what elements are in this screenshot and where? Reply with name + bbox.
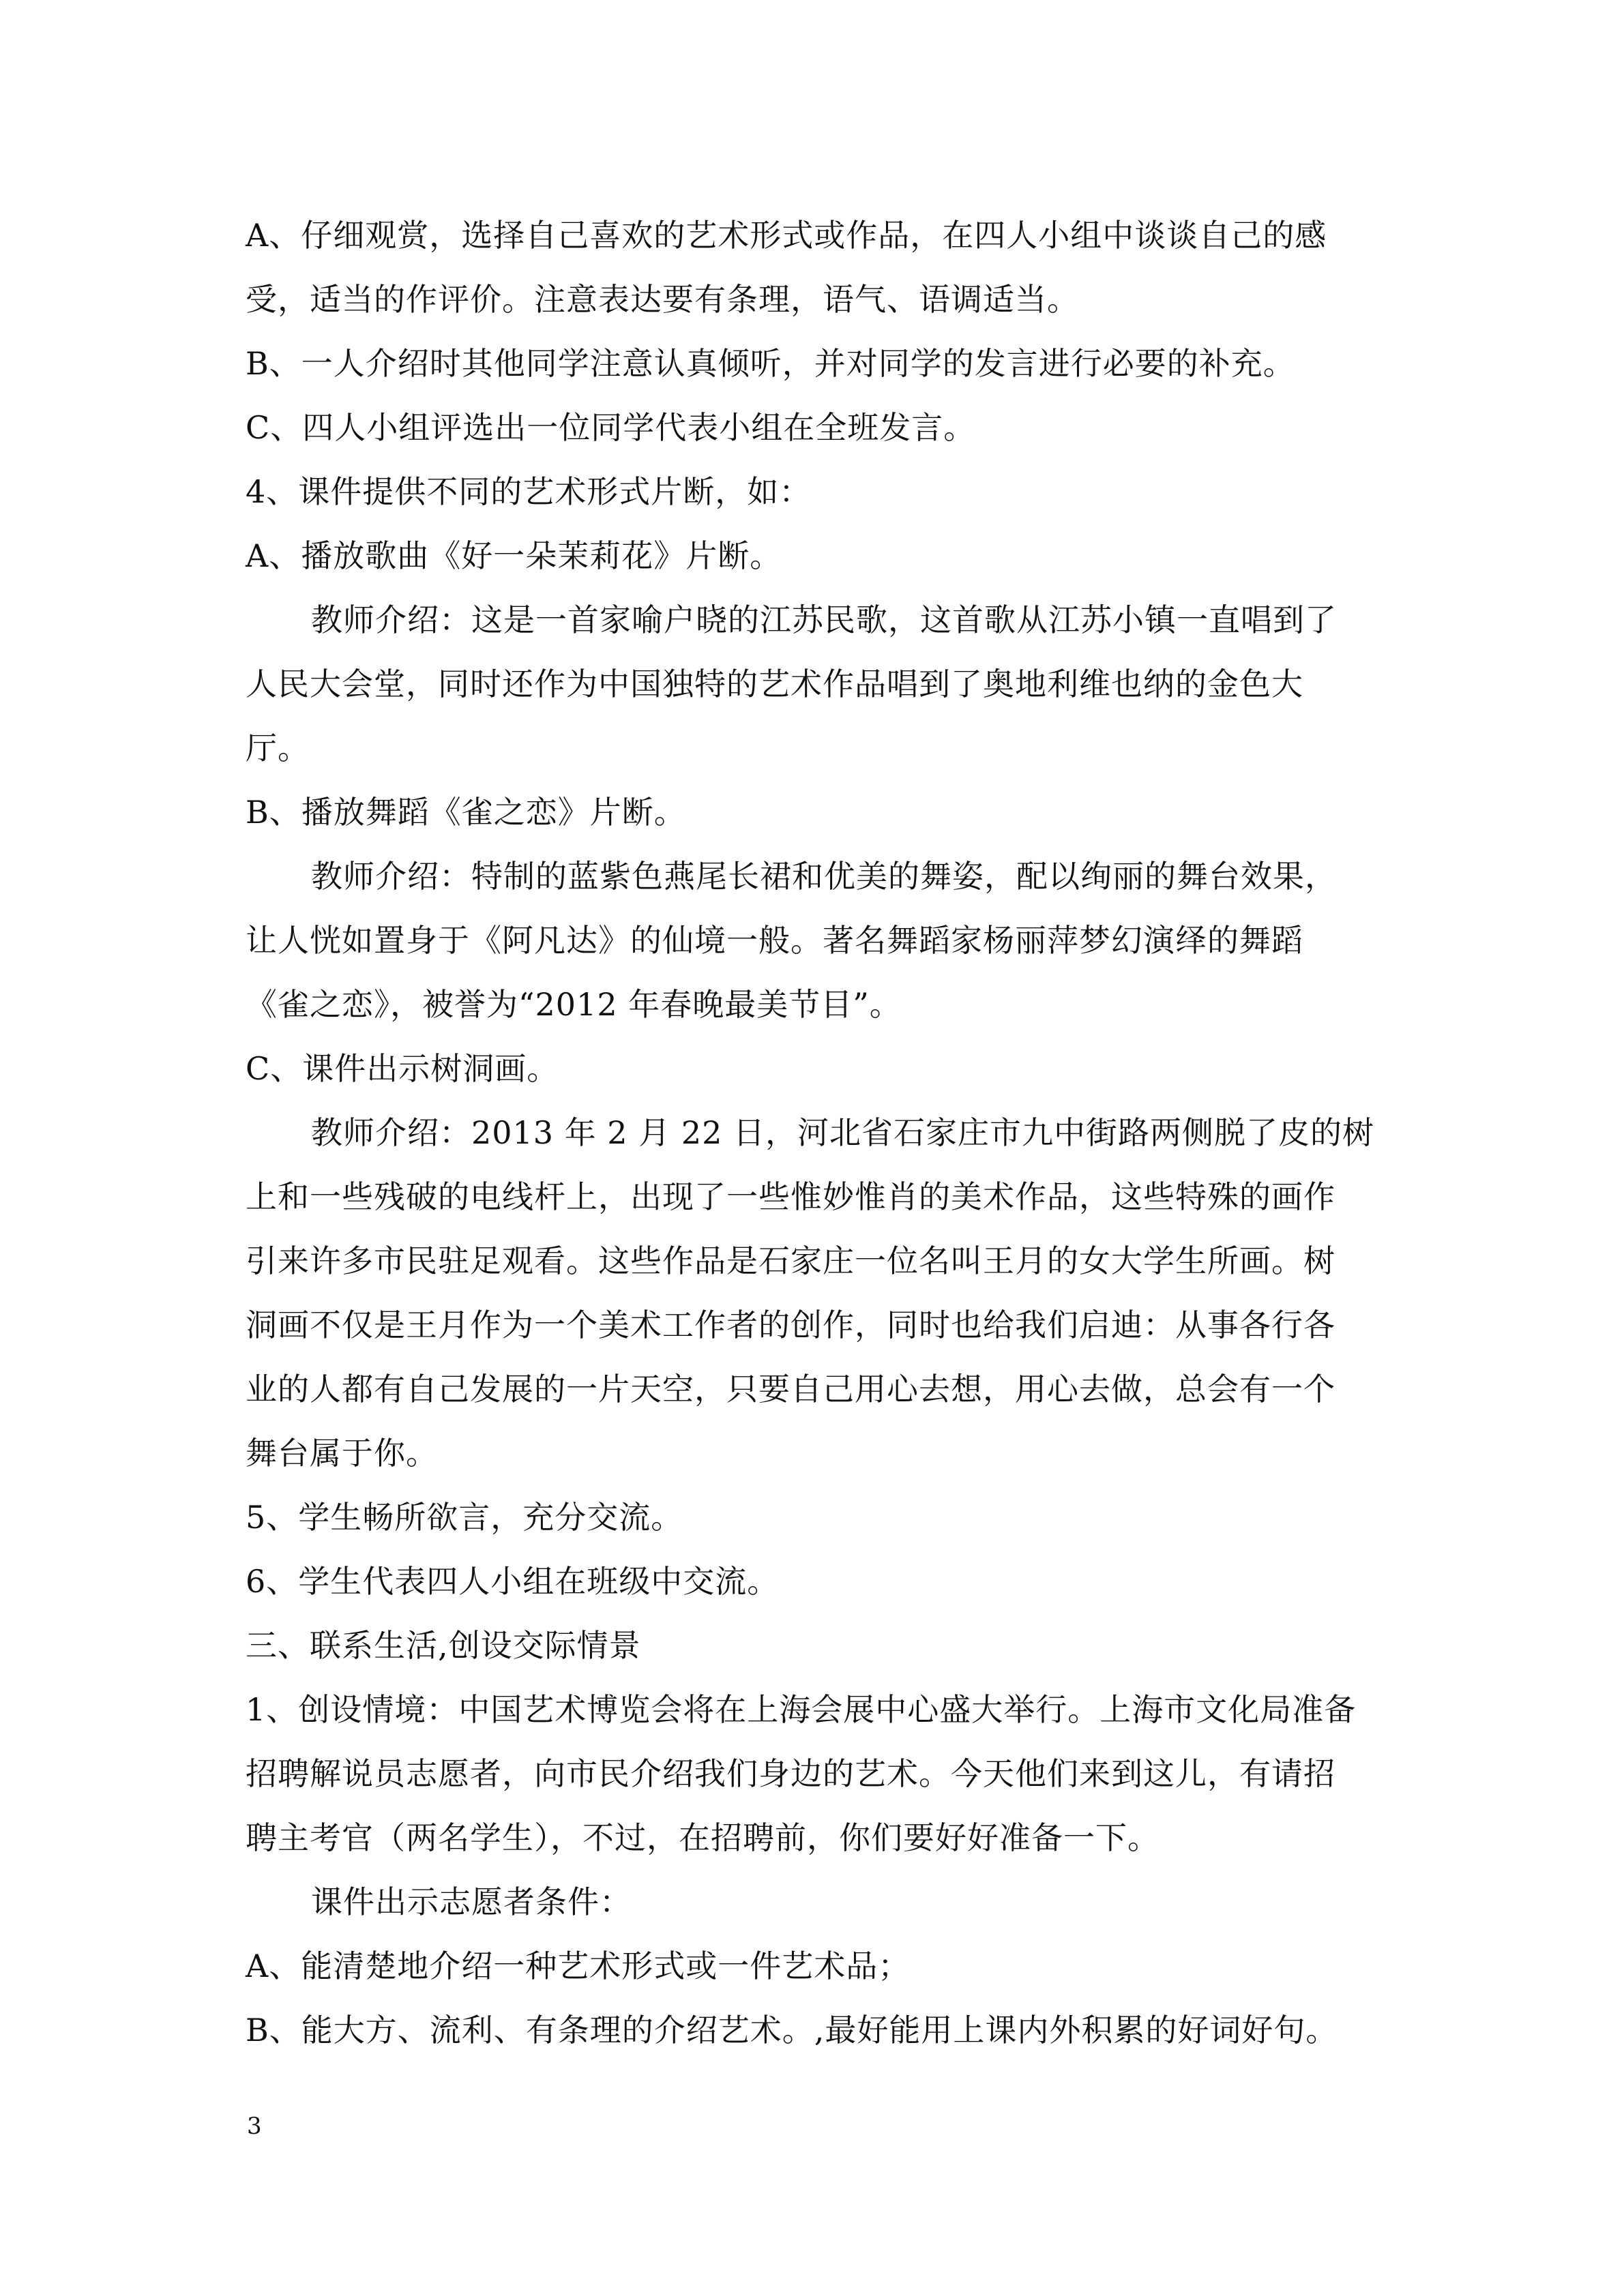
text-line: 《雀之恋》，被誉为“2012 年春晚最美节目”。 [246, 986, 902, 1023]
document-body [246, 203, 1391, 2062]
text-line: 引来许多市民驻足观看。这些作品是石家庄一位名叫王月的女大学生所画。树 [246, 1242, 1335, 1279]
text-line: B、能大方、流利、有条理的介绍艺术。,最好能用上课内外积累的好词好句。 [246, 2012, 1338, 2048]
text-line: 上和一些残破的电线杆上，出现了一些惟妙惟肖的美术作品，这些特殊的画作 [246, 1178, 1335, 1215]
text-line: A、仔细观赏，选择自己喜欢的艺术形式或作品，在四人小组中谈谈自己的感 [246, 217, 1327, 254]
text-line: 聘主考官（两名学生），不过，在招聘前，你们要好好准备一下。 [246, 1819, 1160, 1856]
text-line: 1、创设情境：中国艺术博览会将在上海会展中心盛大举行。上海市文化局准备 [246, 1691, 1357, 1728]
text-line: 厅。 [246, 730, 310, 766]
text-line: 让人恍如置身于《阿凡达》的仙境一般。著名舞蹈家杨丽萍梦幻演绎的舞蹈 [246, 922, 1303, 959]
text-line: A、能清楚地介绍一种艺术形式或一件艺术品； [246, 1948, 911, 1984]
text-line: B、一人介绍时其他同学注意认真倾听，并对同学的发言进行必要的补充。 [246, 345, 1295, 382]
text-line: 舞台属于你。 [246, 1435, 438, 1472]
text-line: C、课件出示树洞画。 [246, 1050, 559, 1087]
text-line: 人民大会堂，同时还作为中国独特的艺术作品唱到了奥地利维也纳的金色大 [246, 666, 1303, 702]
text-line: B、播放舞蹈《雀之恋》片断。 [246, 794, 686, 831]
text-line: 洞画不仅是王月作为一个美术工作者的创作，同时也给我们启迪：从事各行各 [246, 1307, 1335, 1343]
text-line-indented: 课件出示志愿者条件： [311, 1883, 632, 1920]
text-line-indented: 教师介绍：特制的蓝紫色燕尾长裙和优美的舞姿，配以绚丽的舞台效果， [311, 858, 1337, 895]
page-number: 3 [247, 2113, 262, 2140]
text-line: 5、学生畅所欲言，充分交流。 [246, 1499, 683, 1536]
text-line: 6、学生代表四人小组在班级中交流。 [246, 1563, 780, 1600]
section-heading: 三、联系生活,创设交际情景 [246, 1627, 641, 1664]
text-line-indented: 教师介绍：2013 年 2 月 22 日，河北省石家庄市九中街路两侧脱了皮的树 [311, 1114, 1374, 1151]
text-line: 受，适当的作评价。注意表达要有条理，语气、语调适当。 [246, 281, 1079, 318]
text-line: 招聘解说员志愿者，向市民介绍我们身边的艺术。今天他们来到这儿，有请招 [246, 1755, 1335, 1792]
text-line-indented: 教师介绍：这是一首家喻户晓的江苏民歌，这首歌从江苏小镇一直唱到了 [311, 601, 1337, 638]
text-line: C、四人小组评选出一位同学代表小组在全班发言。 [246, 409, 976, 446]
text-line: 4、课件提供不同的艺术形式片断，如： [246, 473, 812, 510]
text-line: 业的人都有自己发展的一片天空，只要自己用心去想，用心去做，总会有一个 [246, 1371, 1335, 1407]
text-line: A、播放歌曲《好一朵茉莉花》片断。 [246, 537, 782, 574]
